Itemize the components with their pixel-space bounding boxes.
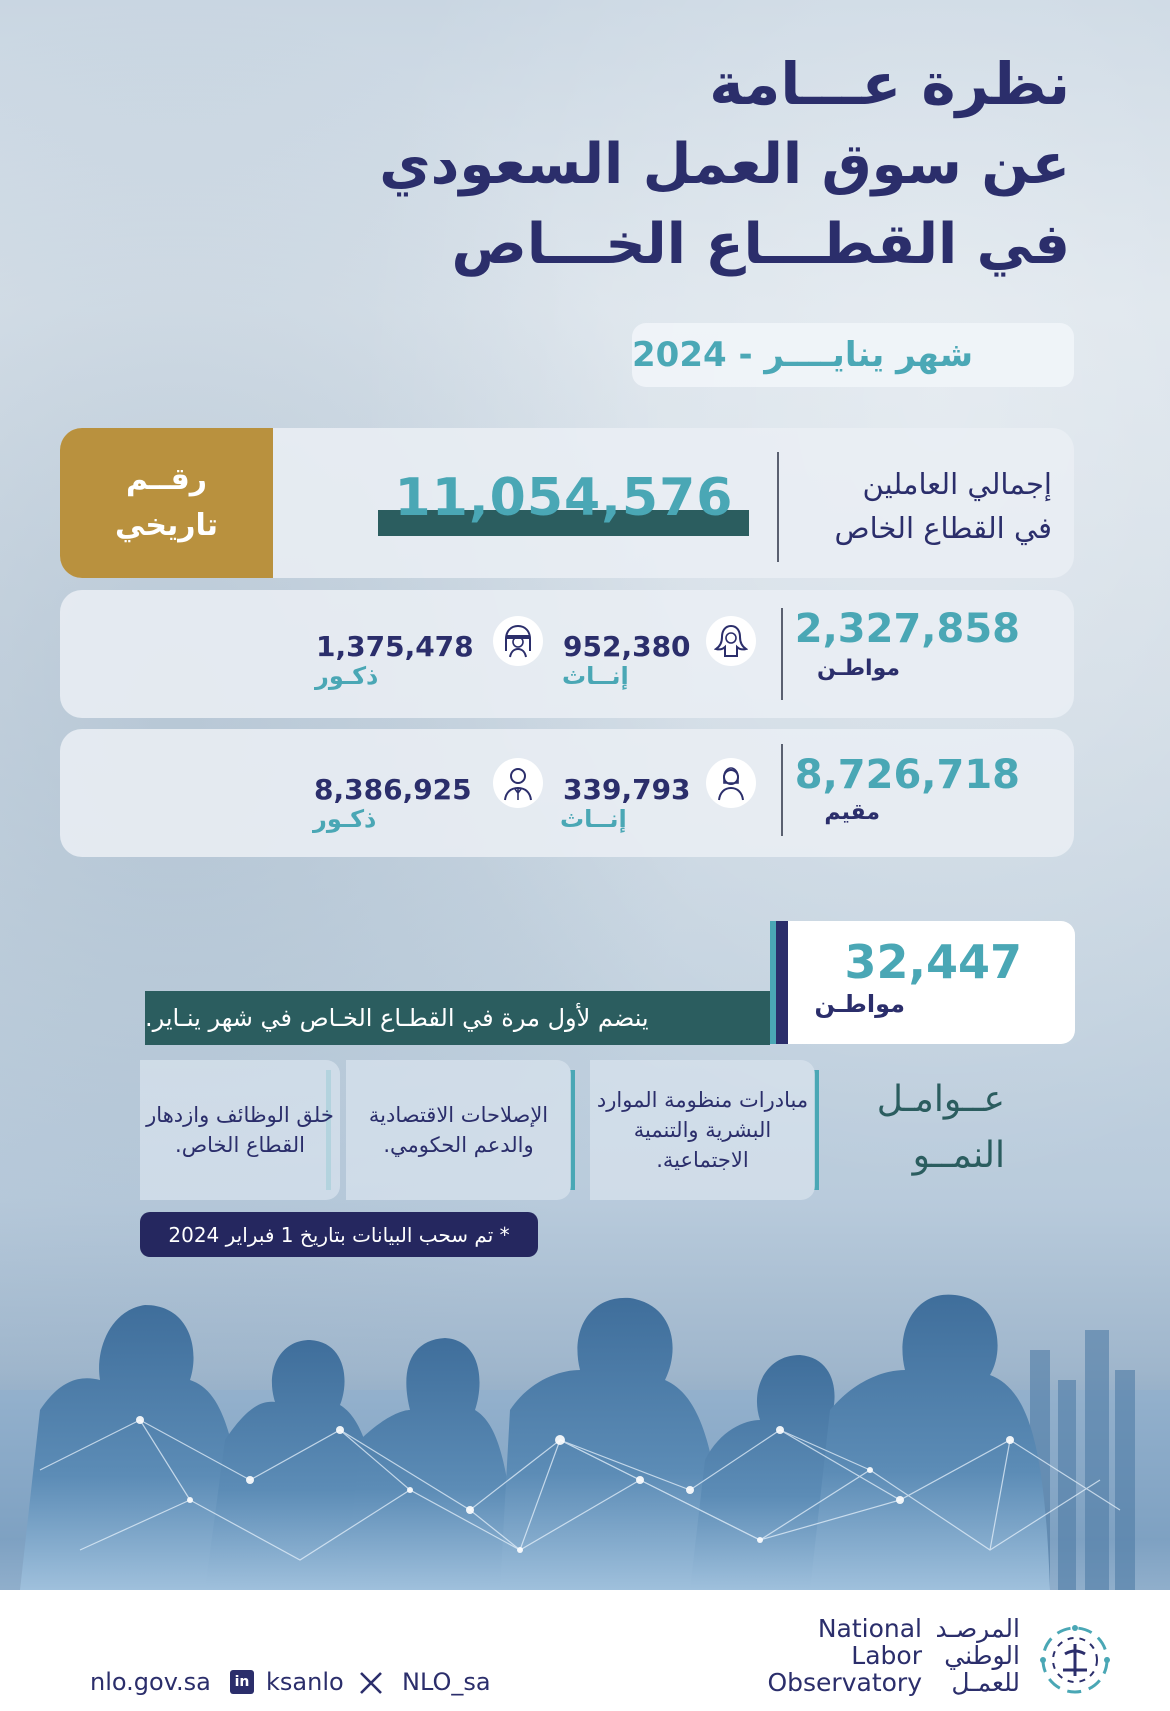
logo-en-line-1: National bbox=[817, 1614, 922, 1643]
logo-en-line-3: Observatory bbox=[767, 1668, 922, 1697]
period-badge bbox=[632, 323, 1074, 387]
new-joiners-label: مواطـن bbox=[814, 990, 905, 1018]
logo-english-text bbox=[767, 1615, 922, 1696]
male-residents-label: ذكـور bbox=[313, 805, 377, 833]
female-citizen-icon bbox=[706, 616, 756, 666]
female-resident-icon bbox=[706, 758, 756, 808]
male-citizens-label: ذكـور bbox=[315, 662, 379, 690]
historic-number-badge bbox=[60, 428, 273, 578]
divider bbox=[781, 744, 783, 836]
female-citizens-label: إنــاث bbox=[562, 662, 629, 690]
x-icon bbox=[358, 1670, 384, 1696]
logo-en-line-2: Labor bbox=[851, 1641, 922, 1670]
linkedin-link[interactable]: ksanlo bbox=[266, 1668, 344, 1696]
growth-factor-text: الإصلاحات الاقتصادية والدعم الحكومي. bbox=[368, 1103, 549, 1157]
total-label-line-1: إجمالي العاملين bbox=[862, 467, 1052, 501]
growth-title-line-1: عــوامـل bbox=[876, 1079, 1005, 1120]
title-line-3: في القطـــاع الخـــاص bbox=[451, 212, 1070, 277]
title-line-1: نظرة عـــامة bbox=[709, 50, 1070, 118]
divider bbox=[777, 452, 779, 562]
residents-total: 8,726,718 bbox=[794, 752, 1020, 798]
residents-label: مقيم bbox=[824, 800, 880, 825]
new-joiners-value: 32,447 bbox=[844, 935, 1022, 989]
female-residents-value: 339,793 bbox=[563, 773, 691, 806]
title-line-2: عن سوق العمل السعودي bbox=[379, 132, 1070, 197]
new-joiners-accent-line bbox=[770, 921, 776, 1044]
male-citizens-value: 1,375,478 bbox=[316, 630, 474, 663]
divider bbox=[781, 608, 783, 700]
male-resident-icon bbox=[493, 758, 543, 808]
growth-factor-text: خلق الوظائف وازدهار القطاع الخاص. bbox=[146, 1103, 334, 1157]
growth-factors-title bbox=[877, 1072, 1005, 1184]
logo-ar-line-3: للعمـل bbox=[951, 1668, 1020, 1697]
male-citizen-icon bbox=[493, 616, 543, 666]
citizens-total: 2,327,858 bbox=[794, 606, 1020, 652]
logo-ar-line-2: الوطني bbox=[944, 1641, 1020, 1670]
linkedin-icon: in bbox=[230, 1670, 254, 1694]
workforce-silhouette-illustration bbox=[0, 1270, 1170, 1590]
x-link[interactable]: NLO_sa bbox=[402, 1668, 491, 1696]
female-residents-label: إنــاث bbox=[560, 805, 627, 833]
historic-badge-line-2: تاريخي bbox=[114, 508, 219, 543]
total-workers-label bbox=[792, 462, 1052, 550]
data-date-note-text: * تم سحب البيانات بتاريخ 1 فبراير 2024 bbox=[168, 1222, 510, 1247]
period-label: شهر ينايــــر - 2024 bbox=[632, 335, 974, 375]
female-citizens-value: 952,380 bbox=[563, 630, 691, 663]
website-link[interactable]: nlo.gov.sa bbox=[90, 1668, 211, 1696]
growth-factor-text: مبادرات منظومة الموارد البشرية والتنمية الاجتماعية. bbox=[596, 1088, 809, 1172]
data-date-note bbox=[140, 1212, 538, 1257]
historic-badge-line-1: رقــم bbox=[126, 462, 207, 497]
growth-title-line-2: النمــو bbox=[912, 1135, 1005, 1176]
total-label-line-2: في القطاع الخاص bbox=[834, 511, 1052, 545]
observatory-logo-icon bbox=[1035, 1620, 1115, 1700]
logo-arabic-text bbox=[936, 1615, 1021, 1696]
growth-factor-economic-reforms bbox=[346, 1060, 571, 1200]
growth-factor-hr-initiatives bbox=[590, 1060, 815, 1200]
growth-factor-job-creation bbox=[140, 1060, 340, 1200]
new-joiners-caption-banner bbox=[145, 991, 770, 1045]
new-joiners-caption: ينضم لأول مرة في القطـاع الخـاص في شهر ينـاير. bbox=[145, 1004, 649, 1032]
logo-ar-line-1: المرصـد bbox=[935, 1614, 1020, 1643]
male-residents-value: 8,386,925 bbox=[314, 773, 472, 806]
total-workers-value: 11,054,576 bbox=[394, 468, 734, 528]
page-title bbox=[350, 50, 1070, 295]
citizens-label: مواطـن bbox=[817, 656, 900, 681]
